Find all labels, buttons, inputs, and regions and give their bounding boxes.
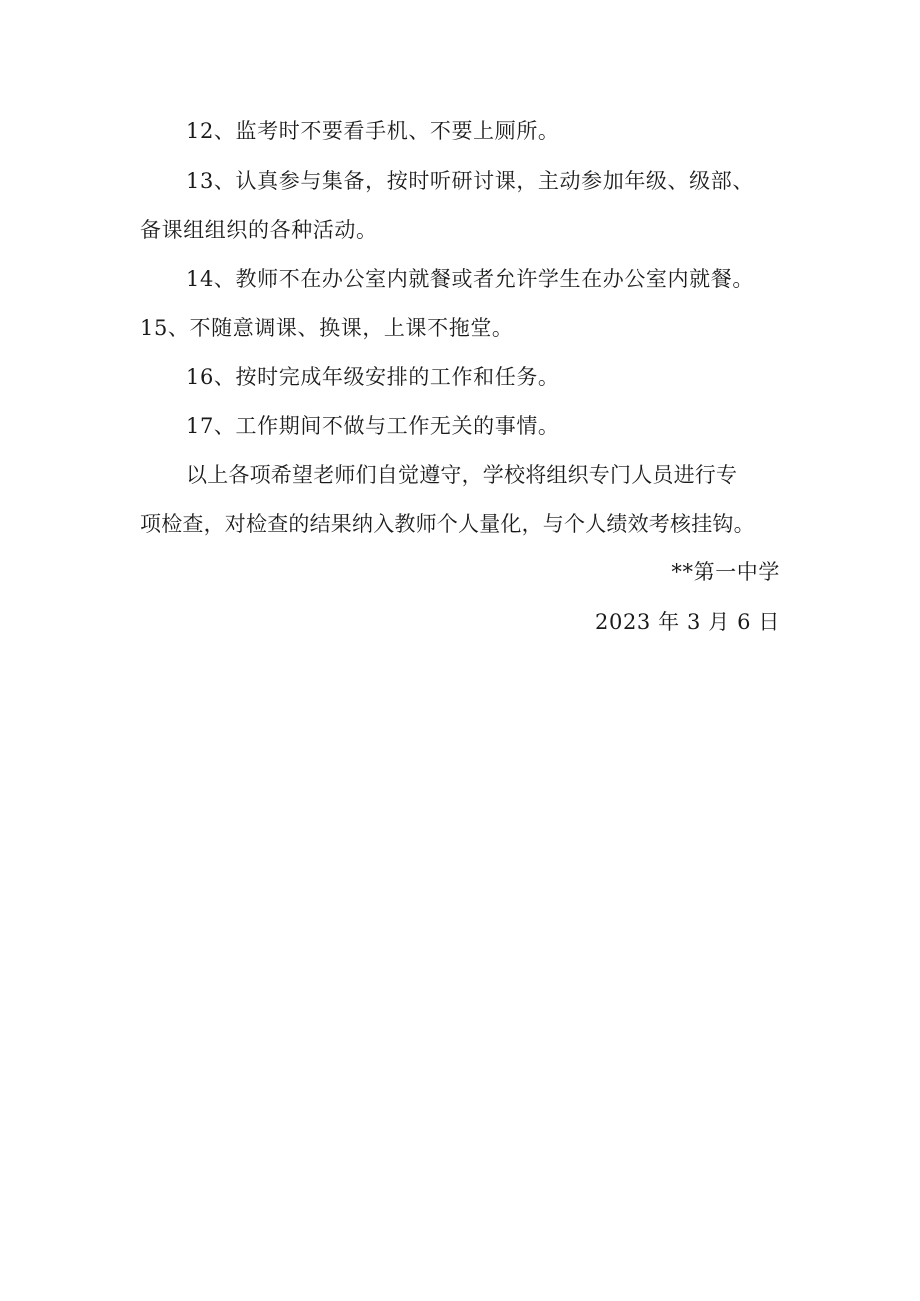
rule-item-16: 16、按时完成年级安排的工作和任务。	[186, 365, 560, 389]
closing-paragraph-line-2: 项检查，对检查的结果纳入教师个人量化，与个人绩效考核挂钩。	[140, 512, 755, 536]
closing-paragraph-line-1: 以上各项希望老师们自觉遵守，学校将组织专门人员进行专	[186, 463, 738, 487]
school-signature: **第一中学	[671, 560, 780, 584]
rule-item-12: 12、监考时不要看手机、不要上厕所。	[186, 119, 560, 143]
rule-item-13-line-2: 备课组组织的各种活动。	[140, 218, 378, 242]
rule-item-15: 15、不随意调课、换课，上课不拖堂。	[140, 316, 514, 340]
issue-date: 2023 年 3 月 6 日	[595, 610, 780, 634]
rule-item-13-line-1: 13、认真参与集备，按时听研讨课，主动参加年级、级部、	[186, 169, 754, 193]
rule-item-14: 14、教师不在办公室内就餐或者允许学生在办公室内就餐。	[186, 267, 754, 291]
rule-item-17: 17、工作期间不做与工作无关的事情。	[186, 414, 560, 438]
